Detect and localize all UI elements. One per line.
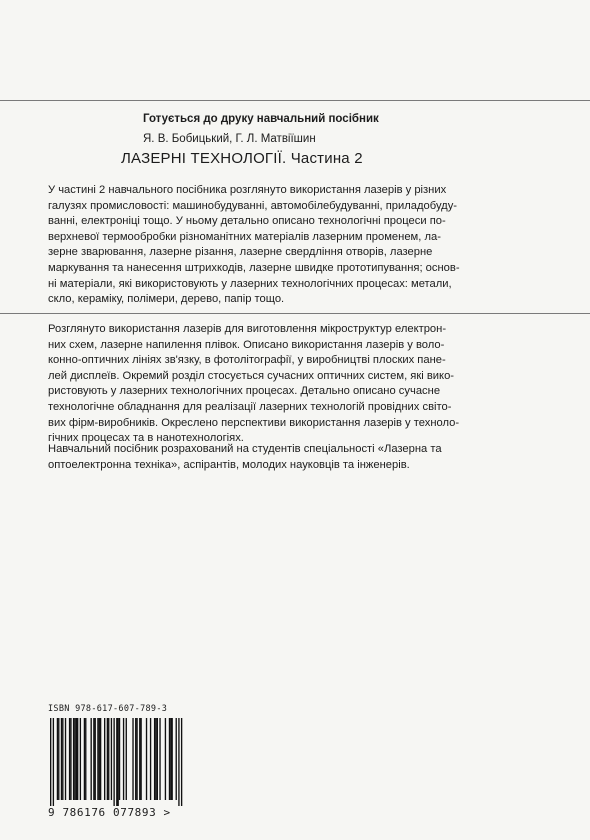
barcode-bar — [170, 718, 171, 800]
barcode-bar — [80, 718, 81, 800]
text-line: маркування та нанесення штрихкодів, лазерне швидке прототипування; основ- — [48, 261, 460, 274]
text-line: технологічне обладнання для реалізації лазерних технологій провідних світо- — [48, 400, 452, 413]
barcode-bar — [118, 718, 119, 806]
barcode-bar — [58, 718, 59, 800]
text-line: У частині 2 навчального посібника розглянуто використання лазерів у різних — [48, 184, 447, 196]
barcode-digits: 9 786176 077893 > — [48, 806, 171, 819]
barcode-bar — [53, 718, 54, 806]
barcode-bar — [69, 718, 70, 800]
barcode-bar — [113, 718, 114, 806]
barcode-bar — [159, 718, 160, 800]
text-line: верхневої термообробки різноманітних матеріалів лазерним променем, ла- — [48, 230, 441, 243]
barcode-bar — [154, 718, 155, 800]
text-line: ристовують у лазерних технологічних процесах. Детально описано сучасне — [48, 385, 441, 398]
barcode-bar — [123, 718, 124, 800]
text-line: зерне зварювання, лазерне різання, лазерне свердління отворів, лазерне — [48, 246, 433, 259]
text-line: скло, кераміку, полімери, дерево, папір тощо. — [48, 293, 285, 306]
text-line: конно-оптичних лініях зв'язку, в фотолітографії, у виробництві плоских пане- — [48, 354, 446, 367]
barcode-bar — [176, 718, 177, 800]
audience-paragraph — [48, 442, 458, 473]
barcode-bar — [104, 718, 105, 800]
book-title: ЛАЗЕРНІ ТЕХНОЛОГІЇ. Частина 2 — [121, 150, 363, 167]
text-line: ванні, електроніці тощо. У ньому детально описано технологічні процеси по- — [48, 215, 446, 228]
barcode-bar — [165, 718, 166, 800]
announcement-line: Готується до друку навчальний посібник — [143, 113, 379, 125]
barcode-bar — [107, 718, 108, 800]
barcode-bar — [136, 718, 137, 800]
isbn-label: ISBN 978-617-607-789-3 — [48, 704, 168, 714]
barcode-bar — [76, 718, 77, 800]
barcode-bar — [85, 718, 86, 800]
barcode-bar — [84, 718, 85, 800]
barcode-bar — [181, 718, 182, 806]
text-line: гічних процесах та в нанотехнологіях. — [48, 432, 244, 445]
barcode-bar — [172, 718, 173, 800]
text-line: них схем, лазерне напилення плівок. Описано використання лазерів у воло- — [48, 338, 445, 351]
barcode-bar — [155, 718, 156, 800]
barcode-bar — [150, 718, 151, 800]
barcode-bar — [93, 718, 94, 800]
barcode-bar — [95, 718, 96, 800]
barcode — [46, 716, 186, 806]
text-line: галузях промисловості: машинобудуванні, автомобілебудуванні, приладобуду- — [48, 199, 458, 212]
barcode-bar — [57, 718, 58, 800]
middle-divider — [0, 313, 590, 314]
barcode-bar — [119, 718, 120, 800]
description-paragraph-2 — [48, 322, 458, 447]
text-line: Розглянуто використання лазерів для виготовлення мікроструктур електрон- — [48, 323, 447, 335]
barcode-bar — [157, 718, 158, 800]
top-divider — [0, 100, 590, 101]
barcode-bars — [46, 716, 186, 806]
barcode-bar — [100, 718, 101, 800]
barcode-bar — [132, 718, 133, 800]
barcode-bar — [178, 718, 179, 806]
text-line: оптоелектронна техніка», аспірантів, молодих науковців та інженерів. — [48, 458, 410, 471]
barcode-bar — [73, 718, 74, 800]
barcode-bar — [140, 718, 141, 800]
barcode-bar — [146, 718, 147, 800]
description-paragraph-1 — [48, 183, 458, 308]
text-line: вих фірм-виробників. Окреслено перспективи використання лазерів у техноло- — [48, 416, 460, 429]
barcode-bar — [99, 718, 100, 800]
barcode-bar — [74, 718, 75, 800]
text-line: Навчальний посібник розрахований на студентів спеціальності «Лазерна та — [48, 443, 442, 455]
text-line: лей дисплеїв. Окремий розділ стосується сучасних оптичних систем, які вико- — [48, 369, 455, 382]
barcode-bar — [97, 718, 98, 800]
barcode-bar — [77, 718, 78, 800]
barcode-bar — [61, 718, 62, 800]
barcode-bar — [62, 718, 63, 800]
authors-line: Я. В. Бобицький, Г. Л. Матвіїшин — [143, 133, 316, 145]
barcode-bar — [116, 718, 117, 806]
barcode-bar — [65, 718, 66, 800]
barcode-bar — [108, 718, 109, 800]
text-line: ні матеріали, які використовують у лазерних технологічних процесах: метали, — [48, 277, 452, 290]
barcode-bar — [169, 718, 170, 800]
barcode-bar — [50, 718, 51, 806]
barcode-bar — [70, 718, 71, 800]
barcode-bar — [111, 718, 112, 800]
barcode-bar — [139, 718, 140, 800]
barcode-bar — [126, 718, 127, 800]
barcode-bar — [135, 718, 136, 800]
barcode-bar — [91, 718, 92, 800]
